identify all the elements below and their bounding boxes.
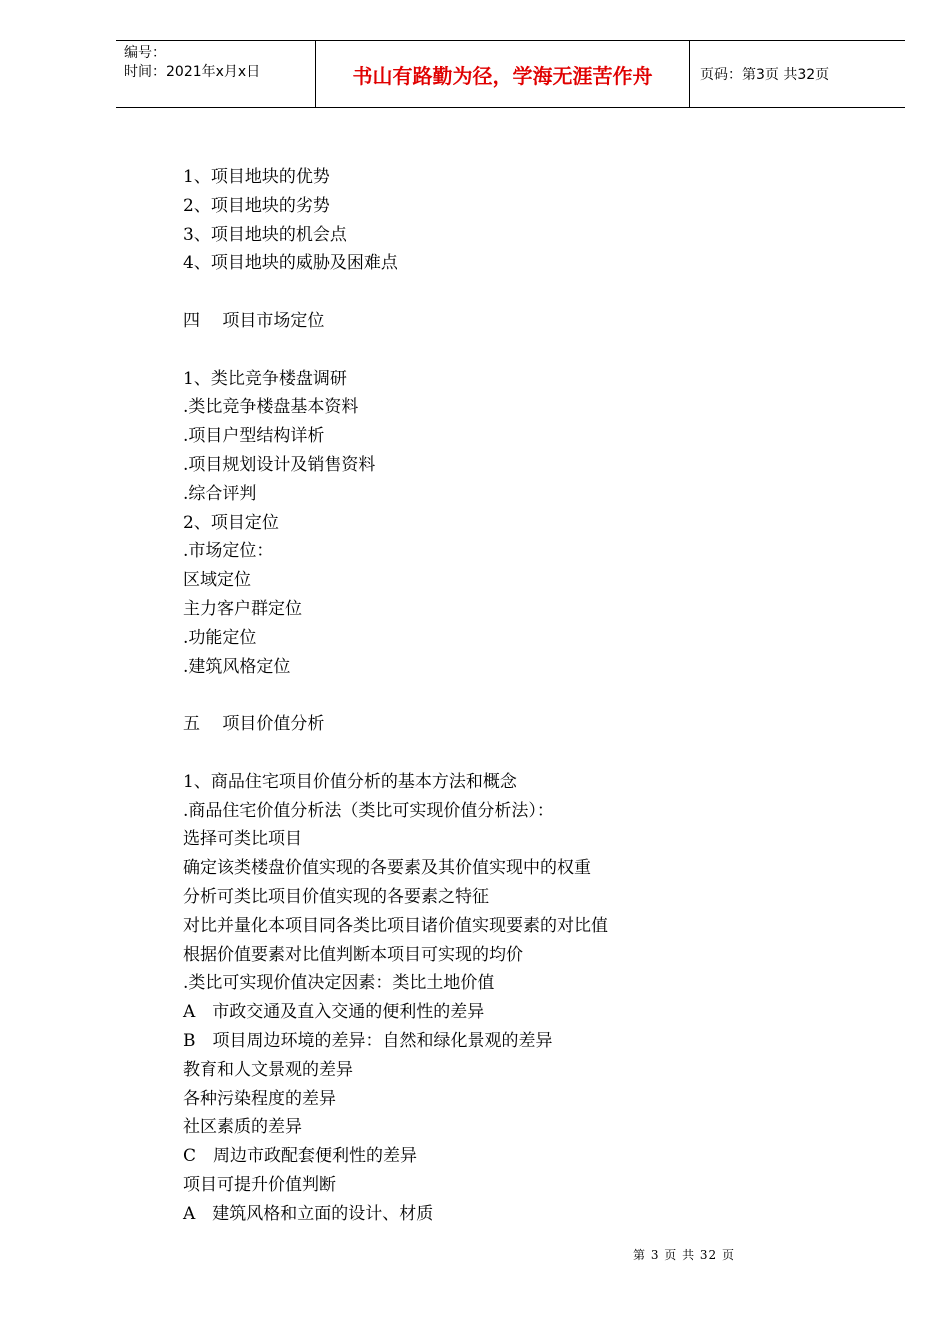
body-line: 分析可类比项目价值实现的各要素之特征 [183, 886, 489, 907]
body-line: 社区素质的差异 [183, 1117, 302, 1138]
body-line: .类比可实现价值决定因素：类比土地价值 [183, 973, 495, 994]
body-line: 2、项目地块的劣势 [183, 195, 330, 216]
body-line: 3、项目地块的机会点 [183, 224, 347, 245]
header-motto: 书山有路勤为径，学海无涯苦作舟 [316, 41, 690, 107]
body-line: .功能定位 [183, 627, 257, 648]
body-line: .市场定位： [183, 541, 274, 562]
header-meta-cell [116, 41, 316, 107]
document-number-label: 编号： [124, 45, 166, 61]
body-line: 2、项目定位 [183, 512, 279, 533]
document-body [183, 163, 883, 1228]
body-line: 对比并量化本项目同各类比项目诸价值实现要素的对比值 [183, 915, 608, 936]
document-time-label: 时间：2021年x月x日 [124, 64, 261, 80]
body-line: 1、商品住宅项目价值分析的基本方法和概念 [183, 771, 517, 792]
body-line: 确定该类楼盘价值实现的各要素及其价值实现中的权重 [183, 858, 591, 879]
body-line: .项目规划设计及销售资料 [183, 454, 376, 475]
body-line: 1、项目地块的优势 [183, 167, 330, 187]
body-line: 根据价值要素对比值判断本项目可实现的均价 [183, 944, 523, 965]
blank-line [183, 336, 883, 365]
body-line: 四 项目市场定位 [183, 310, 325, 331]
body-line: A 市政交通及直入交通的便利性的差异 [183, 1002, 485, 1023]
body-line: A 建筑风格和立面的设计、材质 [183, 1203, 434, 1224]
body-line: C 周边市政配套便利性的差异 [183, 1146, 418, 1167]
body-line: 主力客户群定位 [183, 598, 302, 619]
body-line: 各种污染程度的差异 [183, 1088, 336, 1109]
blank-line [183, 278, 883, 307]
body-line: 4、项目地块的威胁及困难点 [183, 253, 398, 274]
page-footer: 第 3 页 共 32 页 [633, 1248, 735, 1262]
body-line: .商品住宅价值分析法（类比可实现价值分析法）： [183, 800, 554, 821]
body-line: 教育和人文景观的差异 [183, 1059, 353, 1080]
body-line: .建筑风格定位 [183, 656, 291, 677]
header-page-info: 页码：第3页 共32页 [700, 67, 830, 83]
blank-line [183, 681, 883, 710]
body-line: .项目户型结构详析 [183, 426, 325, 447]
body-line: 区域定位 [183, 570, 251, 591]
body-line: .类比竞争楼盘基本资料 [183, 397, 359, 418]
blank-line [183, 739, 883, 768]
page-header [116, 40, 905, 108]
body-line: 项目可提升价值判断 [183, 1174, 336, 1195]
body-line: 1、类比竞争楼盘调研 [183, 368, 347, 389]
body-line: 选择可类比项目 [183, 829, 302, 850]
body-line: B 项目周边环境的差异：自然和绿化景观的差异 [183, 1030, 553, 1051]
body-line: .综合评判 [183, 483, 257, 504]
body-line: 五 项目价值分析 [183, 714, 325, 735]
